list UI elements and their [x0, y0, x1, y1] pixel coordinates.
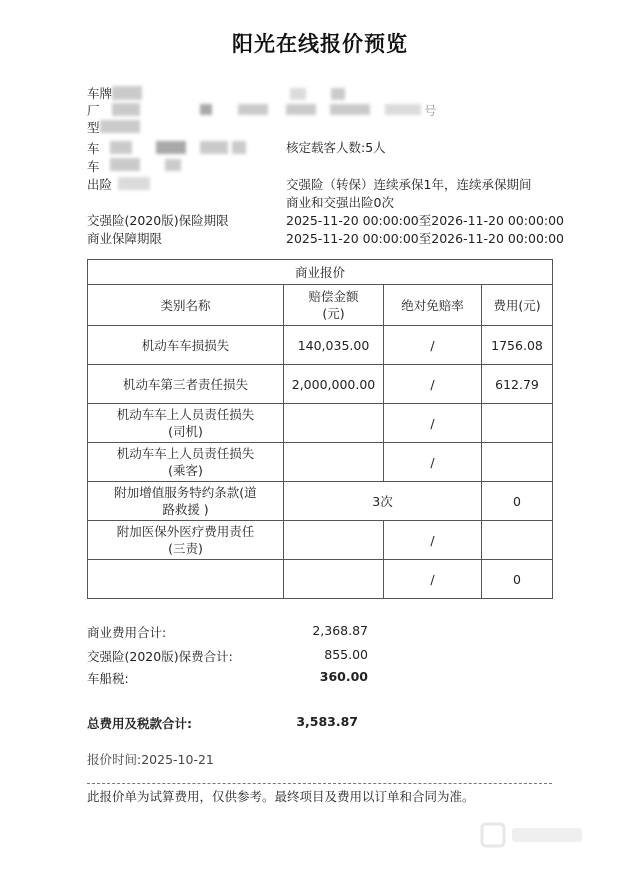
- commercial-total-value: 2,368.87: [312, 623, 368, 638]
- seat-count-label: 核定载客人数:5人: [286, 140, 386, 155]
- redacted-block: [331, 88, 345, 100]
- claims-history-line2: 商业和交强出险0次: [286, 195, 394, 210]
- coverage-name: 机动车第三者责任损失: [88, 365, 284, 404]
- seat-count-value: 5人: [365, 140, 386, 155]
- ctpl-total-value: 855.00: [324, 647, 368, 662]
- grand-total-value: 3,583.87: [296, 714, 358, 729]
- commercial-period-label: 商业保障期限: [87, 231, 163, 246]
- coverage-amount: 140,035.00: [284, 326, 384, 365]
- footer-note: 此报价单为试算费用，仅供参考。最终项目及费用以订单和合同为准。: [87, 789, 475, 804]
- commercial-total-label: 商业费用合计:: [87, 625, 167, 640]
- grand-total-label: 总费用及税款合计:: [87, 716, 192, 731]
- commercial-quote-table: [87, 259, 553, 599]
- redacted-block: [165, 159, 181, 171]
- column-header: 绝对免赔率: [384, 285, 482, 326]
- applicant-label: 车: [87, 159, 100, 174]
- redacted-block: [110, 158, 140, 171]
- redacted-block: [232, 141, 246, 154]
- coverage-fee: 1756.08: [482, 326, 553, 365]
- coverage-fee: 0: [482, 482, 553, 521]
- coverage-fee: 0: [482, 560, 553, 599]
- redacted-block: [286, 104, 316, 115]
- coverage-name: 附加医保外医疗费用责任 (三责): [88, 521, 284, 560]
- coverage-name: 附加增值服务特约条款(道 路救援 ): [88, 482, 284, 521]
- redacted-block: [118, 177, 150, 190]
- table-row: [88, 404, 553, 443]
- vehicle-tax-value: 360.00: [319, 669, 368, 684]
- coverage-name: 机动车车上人员责任损失 (乘客): [88, 443, 284, 482]
- redacted-block: [290, 88, 306, 100]
- redacted-block: [156, 141, 186, 154]
- table-row: [88, 521, 553, 560]
- deductible-rate: /: [384, 521, 482, 560]
- coverage-name: [88, 560, 284, 599]
- coverage-name: 机动车车损损失: [88, 326, 284, 365]
- deductible-rate: /: [384, 560, 482, 599]
- column-header: 类别名称: [88, 285, 284, 326]
- redacted-block: [112, 103, 140, 116]
- service-count: 3次: [284, 482, 482, 521]
- deductible-rate: /: [384, 404, 482, 443]
- watermark: [478, 818, 588, 854]
- claims-label: 出险: [87, 177, 113, 192]
- ctpl-period-label: 交强险(2020版)保险期限: [87, 213, 229, 228]
- coverage-amount: [284, 521, 384, 560]
- claims-history-line1: 交强险（转保）连续承保1年，连续承保期间: [286, 177, 532, 192]
- coverage-fee: [482, 404, 553, 443]
- quote-time-value: 2025-10-21: [141, 752, 214, 767]
- divider: [87, 783, 552, 784]
- manufacturer-label: 厂: [87, 103, 100, 118]
- coverage-name: 机动车车上人员责任损失 (司机): [88, 404, 284, 443]
- table-row: [88, 365, 553, 404]
- quote-time: 报价时间:2025-10-21: [87, 752, 214, 767]
- redacted-block: [100, 120, 140, 133]
- vehicle-no-label: 车牌: [87, 86, 113, 101]
- coverage-amount: 2,000,000.00: [284, 365, 384, 404]
- redacted-block: [110, 141, 132, 154]
- redacted-block: [238, 104, 268, 115]
- redacted-block: [385, 104, 421, 115]
- column-header: 费用(元): [482, 285, 553, 326]
- coverage-fee: [482, 443, 553, 482]
- table-row: [88, 482, 553, 521]
- watermark-logo-icon: [478, 818, 588, 854]
- owner-label: 车: [87, 141, 100, 156]
- coverage-fee: 612.79: [482, 365, 553, 404]
- deductible-rate: /: [384, 443, 482, 482]
- coverage-fee: [482, 521, 553, 560]
- ctpl-total-label: 交强险(2020版)保费合计:: [87, 649, 233, 664]
- coverage-amount: [284, 404, 384, 443]
- deductible-rate: /: [384, 365, 482, 404]
- redacted-block: [330, 104, 370, 115]
- column-header: 赔偿金额 (元): [284, 285, 384, 326]
- redacted-block: [200, 141, 228, 154]
- table-row: [88, 326, 553, 365]
- vehicle-tax-label: 车船税:: [87, 671, 129, 686]
- redacted-block: [112, 86, 142, 100]
- table-caption: 商业报价: [88, 260, 553, 285]
- commercial-period-value: 2025-11-20 00:00:00至2026-11-20 00:00:00: [286, 231, 565, 246]
- model-label: 型: [87, 120, 100, 135]
- coverage-amount: [284, 560, 384, 599]
- table-row: [88, 443, 553, 482]
- deductible-rate: /: [384, 326, 482, 365]
- page-title: 阳光在线报价预览: [232, 32, 408, 56]
- coverage-amount: [284, 443, 384, 482]
- manufacturer-tail: 号: [424, 103, 437, 118]
- ctpl-period-value: 2025-11-20 00:00:00至2026-11-20 00:00:00: [286, 213, 565, 228]
- table-row: [88, 560, 553, 599]
- redacted-block: [200, 104, 212, 115]
